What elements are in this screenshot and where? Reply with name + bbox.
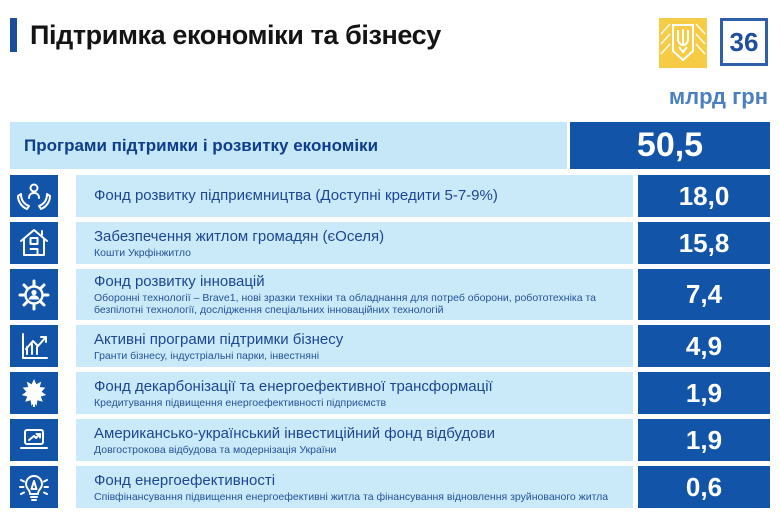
program-subtitle: Співфінансування підвищення енергоефективні житла та фінансування відновлення зруйнованого житла [94, 490, 609, 503]
house-icon [10, 222, 58, 264]
summary-value: 50,5 [570, 122, 770, 169]
laptop-growth-icon [10, 419, 58, 461]
program-title: Фонд розвитку інновацій [94, 273, 265, 290]
row-bar [76, 175, 633, 217]
row-bar [76, 222, 633, 264]
program-row [10, 175, 770, 217]
program-subtitle: Оборонні технології – Brave1, нові зразки техніки та обладнання для потреб оборони, робототехніка та безпілотні технології, дослідження спеціальних інноваційних технологій [94, 292, 597, 316]
program-title: Фонд розвитку підприємництва (Доступні кредити 5-7-9%) [94, 187, 498, 204]
lightbulb-icon [10, 466, 58, 508]
program-title: Американсько-український інвестиційний фонд відбудови [94, 424, 495, 442]
program-value: 18,0 [638, 175, 770, 217]
program-row [10, 325, 770, 367]
program-subtitle: Довгострокова відбудова та модернізація України [94, 443, 337, 456]
program-value: 4,9 [638, 325, 770, 367]
title-row [10, 18, 770, 52]
growth-chart-icon [10, 325, 58, 367]
summary-row [10, 122, 770, 169]
page-title: Підтримка економіки та бізнесу [30, 19, 441, 50]
program-subtitle: Кошти Укрфінжитло [94, 246, 191, 259]
program-row [10, 419, 770, 461]
program-value: 7,4 [638, 269, 770, 320]
program-title: Фонд декарбонізації та енергоефективної трансформації [94, 377, 493, 395]
program-title: Активні програми підтримки бізнесу [94, 330, 344, 348]
program-subtitle: Гранти бізнесу, індустріальні парки, інвестняні [94, 349, 320, 362]
title-accent-bar [10, 18, 17, 52]
program-row [10, 466, 770, 508]
hands-holding-person-icon [10, 175, 58, 217]
program-rows [10, 175, 770, 508]
program-row [10, 269, 770, 320]
program-title: Забезпечення житлом громадян (єОселя) [94, 227, 385, 245]
program-value: 0,6 [638, 466, 770, 508]
program-row [10, 222, 770, 264]
row-bar [76, 269, 633, 320]
unit-label: млрд грн [668, 84, 768, 109]
slide-number-badge: 36 [720, 18, 768, 66]
summary-label: Програми підтримки і розвитку економіки [24, 135, 379, 155]
program-subtitle: Кредитування підвищення енергоефективності підприємств [94, 396, 387, 409]
row-bar [76, 466, 633, 508]
page-header [10, 18, 770, 122]
ukraine-trident-icon [659, 18, 707, 68]
program-value: 1,9 [638, 372, 770, 414]
program-row [10, 372, 770, 414]
program-title: Фонд енергоефективності [94, 471, 276, 489]
row-bar [76, 372, 633, 414]
header-emblems [659, 18, 768, 68]
gear-person-icon [10, 269, 58, 320]
program-value: 1,9 [638, 419, 770, 461]
row-bar [76, 419, 633, 461]
row-bar [76, 325, 633, 367]
summary-bar [10, 122, 567, 169]
maple-leaf-icon [10, 372, 58, 414]
program-value: 15,8 [638, 222, 770, 264]
